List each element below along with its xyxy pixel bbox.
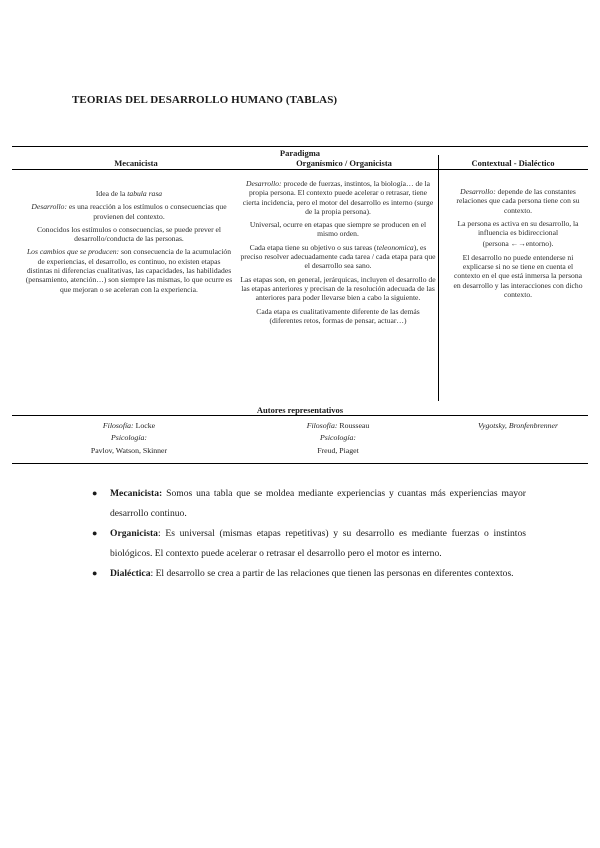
column-divider bbox=[438, 155, 439, 401]
column-header-mecanicista: Mecanicista bbox=[114, 158, 158, 168]
org-p2: Universal, ocurre en etapas que siempre se producen en el mismo orden. bbox=[249, 220, 427, 239]
con-p1: Desarrollo: depende de las constantes relaciones que cada persona tiene con su contexto. bbox=[456, 187, 580, 215]
bullet-dot-icon: ● bbox=[92, 528, 98, 538]
org-p3: Cada etapa tiene su objetivo o sus tareas (teleonomica), es preciso resolver adecuadamente cada tarea / cada etapa para que el desarrollo sea sano. bbox=[240, 242, 436, 271]
autores-header: Autores representativos bbox=[256, 405, 344, 415]
organicista-cell bbox=[240, 179, 436, 329]
mec-psicologia-label: Psicología: bbox=[111, 433, 147, 442]
mec-filosofia: Filosofía: Locke bbox=[102, 421, 156, 430]
header-divider bbox=[12, 169, 588, 170]
summary-list bbox=[92, 484, 526, 585]
list-item: ● Mecanicista: Somos una tabla que se moldea mediante experiencias y cuantas más experiencias mayor desarrollo continuo. bbox=[92, 484, 526, 523]
con-p2: La persona es activa en su desarrollo, la influencia es bidireccional bbox=[457, 218, 579, 238]
org-p1: Desarrollo: procede de fuerzas, instintos, la biología… de la propia persona. El contexto puede acelerar o retrasar, tiene cierta incidencia, pero el motor del desarrollo es interno (surge de la propia persona). bbox=[242, 179, 434, 216]
bullet-dot-icon: ● bbox=[92, 568, 98, 578]
con-p4: El desarrollo no puede entenderse ni explicarse si no se tiene en cuenta el contexto en el que está inmersa la persona en desarrollo y las interacciones con dicho contexto. bbox=[453, 252, 583, 299]
con-p3: (persona ←→entorno). bbox=[482, 239, 554, 249]
org-filosofia: Filosofía: Rousseau bbox=[306, 421, 370, 430]
mec-p4: Los cambios que se producen: son consecuencia de la acumulación de experiencias, el desarrollo, es continuo, no existen etapas distintas ni diferencias cualitativas, las capacidades, las habilidades (pensamiento, atención…) son siempre las mismas, lo que ocurre es que mejoran o se aceleran con la experiencia. bbox=[25, 247, 233, 294]
mec-p1: Idea de la tabula rasa bbox=[95, 189, 163, 198]
list-item: ● Organicista: Es universal (mismas etapas repetitivas) y su desarrollo es mediante fuerzas o instintos biológicos. El contexto puede acelerar o retrasar el desarrollo pero el motor es interno. bbox=[92, 524, 526, 563]
org-psicologia: Freud, Piaget bbox=[317, 446, 359, 455]
list-item: ● Dialéctica: El desarrollo se crea a partir de las relaciones que tienen las personas en diferentes contextos. bbox=[92, 564, 526, 584]
bullet-dot-icon: ● bbox=[92, 488, 98, 498]
mecanicista-cell bbox=[24, 189, 234, 298]
mec-p2: Desarrollo: es una reacción a los estímulos o consecuencias que provienen del contexto. bbox=[31, 202, 227, 221]
org-psicologia-label: Psicología: bbox=[320, 433, 356, 442]
mec-psicologia: Pavlov, Watson, Skinner bbox=[90, 446, 168, 455]
autores-divider bbox=[12, 415, 588, 416]
paradigma-header: Paradigma bbox=[279, 148, 321, 158]
column-header-contextual: Contextual - Dialéctico bbox=[471, 158, 555, 168]
org-p4: Las etapas son, en general, jerárquicas, incluyen el desarrollo de las etapas anteriores y precisan de la resolución adecuada de las anteriores para poder llevarse bien a cabo la siguiente. bbox=[240, 274, 436, 303]
contextual-cell bbox=[452, 187, 584, 303]
org-p5: Cada etapa es cualitativamente diferente de las demás (diferentes retos, formas de pensar, actuar…) bbox=[256, 306, 420, 325]
paradigm-table bbox=[12, 146, 588, 464]
mec-p3: Conocidos los estímulos o consecuencias, se puede prever el desarrollo/conducta de las personas. bbox=[36, 224, 222, 244]
column-header-organicista: Organísmico / Organicista bbox=[296, 158, 392, 168]
document-title: TEORIAS DEL DESARROLLO HUMANO (TABLAS) bbox=[72, 94, 338, 106]
con-autores: Vygotsky, Bronfenbrenner bbox=[477, 421, 559, 430]
